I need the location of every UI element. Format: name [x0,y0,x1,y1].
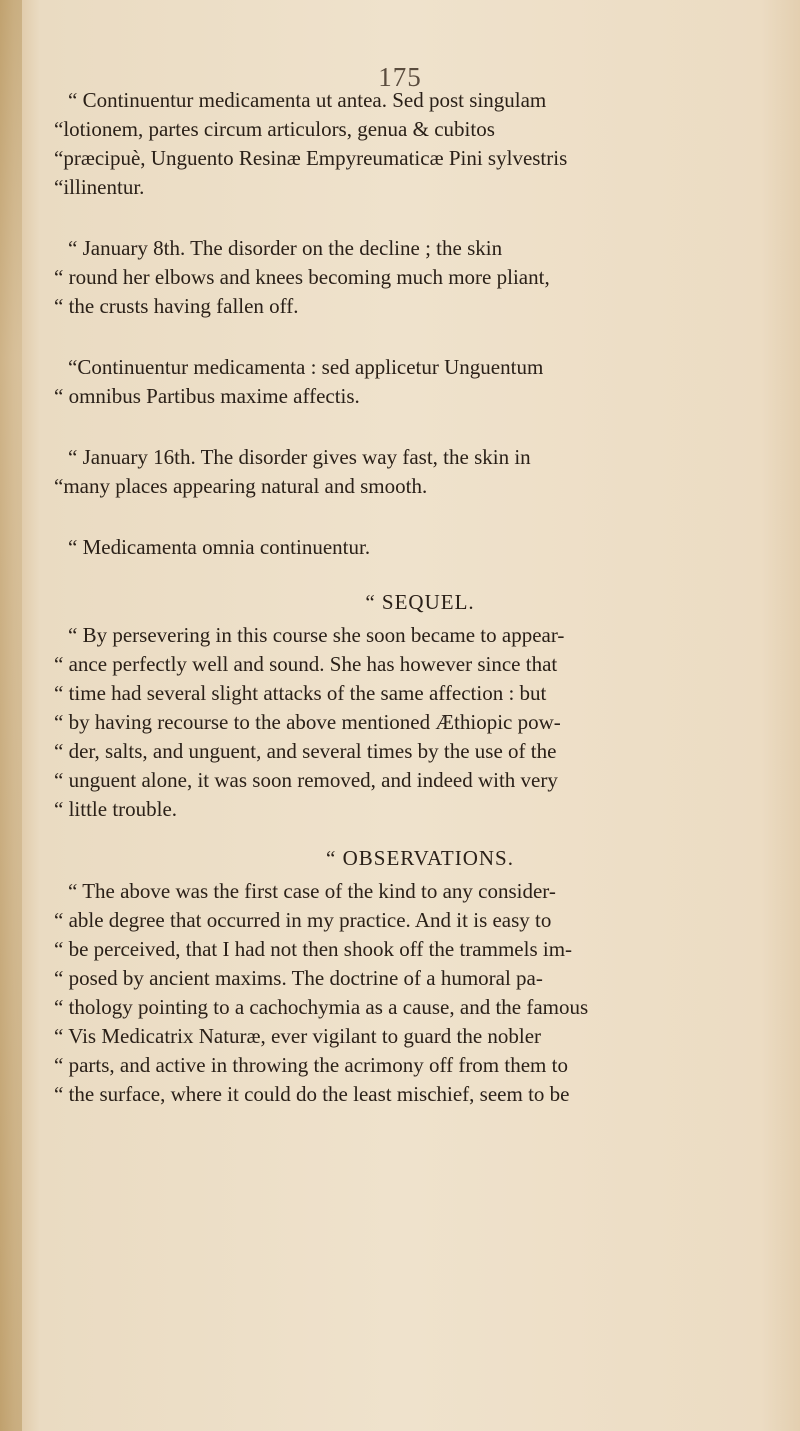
text-line: “many places appearing natural and smooth. [54,474,428,498]
text-line: “ Medicamenta omnia continuentur. [68,535,371,559]
text-line: “ der, salts, and unguent, and several times by the use of the [54,739,557,763]
page-number: 175 [378,62,422,92]
text-line: “ time had several slight attacks of the same affection : but [54,681,547,705]
paragraph [50,86,790,202]
text-line: “ able degree that occurred in my practice. And it is easy to [54,908,552,932]
text-line: “ parts, and active in throwing the acrimony off from them to [54,1053,568,1077]
text-line: “ posed by ancient maxims. The doctrine of a humoral pa- [54,966,543,990]
text-line: “præcipuè, Unguento Resinæ Empyreumaticæ Pini sylvestris [54,146,568,170]
paragraph-sequel [50,621,790,824]
paragraph [50,443,790,501]
text-line: “illinentur. [54,175,145,199]
text-line: “ unguent alone, it was soon removed, and indeed with very [54,768,558,792]
text-line: “ Continuentur medicamenta ut antea. Sed post singulam [68,88,547,112]
page-body [50,86,790,1141]
text-line: “ January 16th. The disorder gives way fast, the skin in [68,445,531,469]
text-line: “ little trouble. [54,797,178,821]
section-heading-observations: “ OBSERVATIONS. [326,846,514,870]
text-line: “Continuentur medicamenta : sed applicetur Unguentum [68,355,544,379]
text-line: “ Vis Medicatrix Naturæ, ever vigilant to guard the nobler [54,1024,542,1048]
text-line: “ thology pointing to a cachochymia as a cause, and the famous [54,995,589,1019]
text-line: “ The above was the first case of the kind to any consider- [68,879,556,903]
text-line: “ be perceived, that I had not then shook off the trammels im- [54,937,573,961]
text-line: “ by having recourse to the above mentioned Æthiopic pow- [54,710,561,734]
text-line: “ By persevering in this course she soon became to appear- [68,623,565,647]
paragraph [50,533,790,562]
text-line: “ round her elbows and knees becoming much more pliant, [54,265,550,289]
text-line: “ the surface, where it could do the least mischief, seem to be [54,1082,570,1106]
text-line: “ omnibus Partibus maxime affectis. [54,384,360,408]
text-line: “ ance perfectly well and sound. She has however since that [54,652,558,676]
paragraph [50,353,790,411]
text-line: “lotionem, partes circum articulors, genua & cubitos [54,117,495,141]
text-line: “ January 8th. The disorder on the decline ; the skin [68,236,503,260]
binding-gutter [0,0,22,1431]
paragraph-observations [50,877,790,1109]
section-heading-sequel: “ SEQUEL. [365,590,475,614]
paragraph [50,234,790,321]
text-line: “ the crusts having fallen off. [54,294,299,318]
